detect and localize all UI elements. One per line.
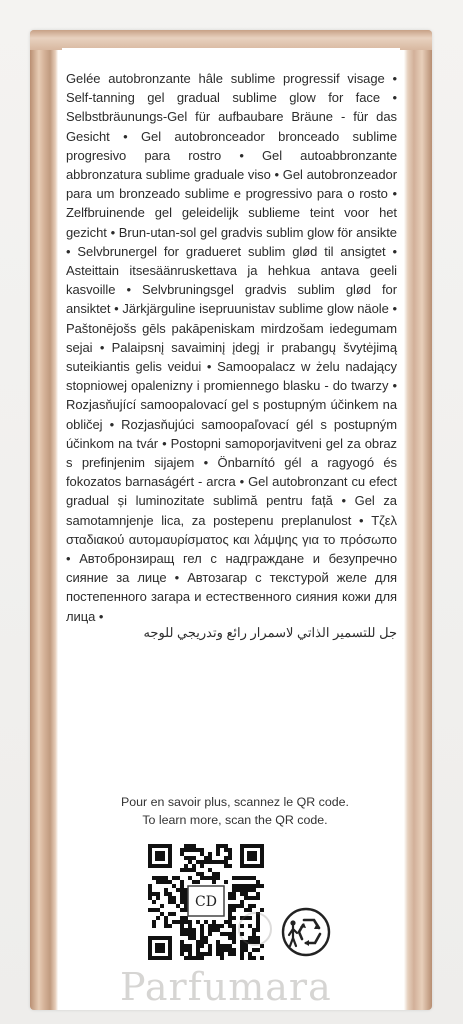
qr-module [260, 884, 264, 888]
qr-module [220, 924, 224, 928]
qr-module [216, 940, 220, 944]
qr-module [180, 928, 184, 932]
qr-module [232, 952, 236, 956]
qr-module [200, 864, 204, 868]
qr-module [228, 852, 232, 856]
qr-module [180, 920, 184, 924]
qr-module [160, 880, 164, 884]
qr-module [196, 956, 200, 960]
qr-finder-bottom-left [148, 936, 172, 960]
qr-module [180, 944, 184, 948]
qr-module [224, 844, 228, 848]
qr-module [232, 908, 236, 912]
qr-module [196, 944, 200, 948]
qr-module [196, 860, 200, 864]
qr-module [188, 876, 192, 880]
qr-module [192, 868, 196, 872]
qr-module [184, 928, 188, 932]
qr-module [188, 868, 192, 872]
qr-module [180, 888, 184, 892]
qr-module [228, 848, 232, 852]
qr-module [156, 896, 160, 900]
qr-module [216, 952, 220, 956]
qr-module [216, 924, 220, 928]
qr-module [240, 956, 244, 960]
qr-module [176, 888, 180, 892]
qr-module [180, 892, 184, 896]
qr-module [232, 936, 236, 940]
qr-module [232, 888, 236, 892]
qr-module [220, 944, 224, 948]
qr-module [212, 920, 216, 924]
qr-module [200, 860, 204, 864]
qr-module [168, 924, 172, 928]
qr-module [156, 908, 160, 912]
qr-module [248, 952, 252, 956]
qr-module [184, 948, 188, 952]
qr-module [192, 932, 196, 936]
qr-module [208, 944, 212, 948]
qr-module [248, 904, 252, 908]
qr-module [204, 936, 208, 940]
qr-module [252, 948, 256, 952]
qr-module [220, 948, 224, 952]
qr-module [168, 900, 172, 904]
qr-module [216, 928, 220, 932]
qr-module [200, 872, 204, 876]
qr-module [244, 888, 248, 892]
qr-module [232, 916, 236, 920]
qr-module [188, 944, 192, 948]
qr-module [180, 852, 184, 856]
qr-module [212, 872, 216, 876]
box-top-edge [30, 30, 432, 50]
qr-module [240, 892, 244, 896]
qr-module [208, 852, 212, 856]
qr-module [220, 952, 224, 956]
qr-module [256, 948, 260, 952]
qr-module [156, 916, 160, 920]
qr-module [216, 944, 220, 948]
qr-module [256, 892, 260, 896]
qr-module [164, 880, 168, 884]
qr-module [200, 936, 204, 940]
qr-module [188, 848, 192, 852]
qr-module [200, 924, 204, 928]
qr-module [196, 940, 200, 944]
qr-module [180, 940, 184, 944]
qr-module [184, 868, 188, 872]
qr-module [232, 940, 236, 944]
qr-module [228, 896, 232, 900]
qr-module [176, 920, 180, 924]
qr-module [212, 880, 216, 884]
qr-module [196, 872, 200, 876]
qr-module [200, 876, 204, 880]
qr-module [244, 892, 248, 896]
qr-module [200, 952, 204, 956]
qr-module [172, 876, 176, 880]
qr-module [208, 928, 212, 932]
qr-module [168, 880, 172, 884]
qr-module [228, 908, 232, 912]
qr-module [240, 944, 244, 948]
qr-module [232, 884, 236, 888]
qr-instructions [90, 793, 380, 829]
qr-module [192, 928, 196, 932]
qr-module [192, 856, 196, 860]
qr-module [184, 864, 188, 868]
qr-module [204, 856, 208, 860]
qr-module [160, 912, 164, 916]
qr-module [184, 848, 188, 852]
qr-module [240, 884, 244, 888]
qr-module [168, 912, 172, 916]
qr-module [184, 856, 188, 860]
qr-module [232, 876, 236, 880]
qr-module [208, 948, 212, 952]
qr-module [176, 876, 180, 880]
qr-module [232, 928, 236, 932]
qr-module [196, 848, 200, 852]
qr-module [172, 920, 176, 924]
qr-module [228, 944, 232, 948]
qr-module [252, 876, 256, 880]
qr-module [220, 844, 224, 848]
qr-module [152, 924, 156, 928]
watermark-circle [238, 912, 272, 946]
qr-module [212, 876, 216, 880]
qr-module [232, 932, 236, 936]
qr-module [164, 924, 168, 928]
qr-module [188, 920, 192, 924]
qr-module [208, 860, 212, 864]
qr-module [152, 900, 156, 904]
qr-module [168, 892, 172, 896]
qr-module [192, 844, 196, 848]
qr-module [196, 952, 200, 956]
qr-module [204, 920, 208, 924]
qr-module [232, 896, 236, 900]
qr-module [180, 900, 184, 904]
qr-module [148, 884, 152, 888]
qr-module [180, 924, 184, 928]
qr-module [192, 864, 196, 868]
qr-module [252, 888, 256, 892]
qr-module [212, 860, 216, 864]
qr-module [192, 848, 196, 852]
qr-module [228, 920, 232, 924]
qr-module [224, 856, 228, 860]
qr-module [252, 896, 256, 900]
qr-module [224, 944, 228, 948]
qr-module [168, 896, 172, 900]
qr-module [208, 952, 212, 956]
qr-module [256, 880, 260, 884]
qr-module [236, 888, 240, 892]
qr-module [232, 904, 236, 908]
qr-module [208, 856, 212, 860]
qr-module [192, 956, 196, 960]
qr-module [252, 956, 256, 960]
qr-module [240, 876, 244, 880]
qr-module [232, 892, 236, 896]
qr-module [192, 880, 196, 884]
qr-module [252, 904, 256, 908]
qr-module [180, 932, 184, 936]
qr-module [224, 860, 228, 864]
qr-module [216, 852, 220, 856]
qr-note-english: To learn more, scan the QR code. [142, 813, 328, 827]
qr-module [240, 948, 244, 952]
qr-module [188, 928, 192, 932]
qr-module [204, 860, 208, 864]
qr-logo-text: CD [195, 894, 217, 910]
qr-module [248, 884, 252, 888]
qr-module [236, 904, 240, 908]
triman-recycling-icon [280, 906, 332, 958]
qr-module [208, 868, 212, 872]
qr-module [216, 844, 220, 848]
qr-module [260, 956, 264, 960]
qr-module [216, 860, 220, 864]
qr-module [188, 936, 192, 940]
qr-module [188, 952, 192, 956]
qr-module [208, 932, 212, 936]
qr-module [236, 876, 240, 880]
qr-module [148, 908, 152, 912]
qr-module [184, 944, 188, 948]
qr-module [148, 892, 152, 896]
qr-module [180, 848, 184, 852]
qr-module [216, 876, 220, 880]
qr-module [220, 932, 224, 936]
qr-module [148, 896, 152, 900]
qr-module [216, 872, 220, 876]
qr-module [160, 876, 164, 880]
qr-module [180, 916, 184, 920]
qr-module [188, 956, 192, 960]
qr-module [180, 880, 184, 884]
qr-module [188, 844, 192, 848]
qr-module [240, 900, 244, 904]
qr-module [232, 948, 236, 952]
qr-module [152, 920, 156, 924]
qr-module [164, 876, 168, 880]
qr-module [200, 956, 204, 960]
qr-module [224, 880, 228, 884]
qr-module [204, 940, 208, 944]
qr-module [184, 956, 188, 960]
qr-module [172, 896, 176, 900]
qr-module [180, 948, 184, 952]
qr-module [244, 948, 248, 952]
qr-module [188, 924, 192, 928]
qr-module [256, 896, 260, 900]
qr-module [228, 916, 232, 920]
qr-module [228, 936, 232, 940]
qr-module [212, 924, 216, 928]
qr-module [248, 876, 252, 880]
qr-module [204, 876, 208, 880]
qr-module [164, 892, 168, 896]
qr-module [172, 912, 176, 916]
qr-module [260, 908, 264, 912]
qr-note-french: Pour en savoir plus, scannez le QR code. [121, 795, 349, 809]
qr-module [156, 880, 160, 884]
qr-module [228, 912, 232, 916]
watermark-text: Parfumara [120, 965, 332, 1009]
qr-module [248, 896, 252, 900]
qr-module [180, 952, 184, 956]
qr-module [152, 876, 156, 880]
qr-module [200, 848, 204, 852]
qr-module [216, 948, 220, 952]
qr-module [236, 884, 240, 888]
qr-module [172, 900, 176, 904]
qr-module [200, 852, 204, 856]
qr-module [184, 932, 188, 936]
qr-module [228, 952, 232, 956]
qr-module [148, 888, 152, 892]
qr-module [240, 904, 244, 908]
qr-module [212, 928, 216, 932]
qr-module [152, 892, 156, 896]
qr-module [224, 920, 228, 924]
qr-module [180, 868, 184, 872]
qr-module [156, 876, 160, 880]
qr-module [252, 884, 256, 888]
qr-module [200, 940, 204, 944]
qr-module [216, 848, 220, 852]
qr-module [156, 892, 160, 896]
qr-module [256, 884, 260, 888]
qr-module [228, 892, 232, 896]
qr-module [240, 888, 244, 892]
qr-module [188, 860, 192, 864]
qr-module [220, 956, 224, 960]
qr-module [196, 920, 200, 924]
qr-module [180, 884, 184, 888]
qr-module [152, 908, 156, 912]
multilingual-description: Gelée autobronzante hâle sublime progressif visage • Self-tanning gel gradual sublime glow for face • Selbstbräunungs-Gel für aufbaubare Bräune - für das Gesicht • Gel autobronceador bronceado sublime progresivo para rostro • Gel autoabbronzante abbronzatura sublime graduale viso • Gel autobronzeador para um bronzeado sublime e progressivo para o rosto • Zelfbruinende gel geleidelijk sublieme teint voor het gezicht • Brun-utan-sol gel gradvis sublim glow för ansikte • Selvbrunergel for gradueret sublim glød til ansigtet • Asteittain itsesäänruskettava ja hehkua antava geeli kasvoille • Selvbruningsgel gradvis sublim glød for ansiktet • Järkjärguline isepruunistav sublime glow näole • Paštonējošs gēls pakāpeniskam mirdzošam iedegumam sejai • Palaipsnį savaiminį įdegį ir prabangų švytėjimą suteikiantis gelis veidui • Samoopalacz w żelu nadający stopniowej opalenizny i promiennego blasku - do twarzy • Rozjasňující samoopalovací gel s postupným účinkem na obličej • Rozjasňujúci samoopaľovací gél s postupným účinkom na tvár • Postopni samoporjavitveni gel za obraz s prefinjenim sijajem • Önbarnító gél a ragyogó és fokozatos barnaságért - arcra • Gel autobronzant cu efect gradual și luminozitate sublimă pentru față • Gel za samotamnjenje lica, za postepenu preplanulost • Τζελ σταδιακού αυτομαυρίσματος και λάμψης για το πρόσωπο • Автобронзиращ гел с надграждане и безупречно сияние за лице • Автозагар с текстурой желе для постепенного загара и естественного сияния кожи для лица • [66, 71, 397, 624]
qr-module [228, 864, 232, 868]
qr-module [184, 920, 188, 924]
qr-module [164, 888, 168, 892]
qr-finder-top-right [240, 844, 264, 868]
qr-module [244, 896, 248, 900]
qr-module [188, 948, 192, 952]
qr-finder-top-left [148, 844, 172, 868]
arabic-description: جل للتسمير الذاتي لاسمرار رائع وتدريجي للوجه [143, 625, 397, 640]
qr-module [224, 932, 228, 936]
qr-module [176, 904, 180, 908]
qr-module [244, 908, 248, 912]
qr-module [192, 936, 196, 940]
qr-module [180, 896, 184, 900]
qr-module [220, 860, 224, 864]
qr-module [244, 884, 248, 888]
qr-module [188, 856, 192, 860]
qr-module [228, 932, 232, 936]
qr-module [228, 904, 232, 908]
qr-module [196, 880, 200, 884]
qr-module [232, 924, 236, 928]
qr-module [164, 916, 168, 920]
qr-module [224, 864, 228, 868]
qr-module [172, 884, 176, 888]
qr-module [240, 952, 244, 956]
qr-module [228, 856, 232, 860]
qr-module [248, 888, 252, 892]
qr-module [200, 944, 204, 948]
qr-module [224, 848, 228, 852]
qr-module [184, 844, 188, 848]
qr-module [164, 920, 168, 924]
qr-module [196, 948, 200, 952]
qr-module [208, 876, 212, 880]
qr-module [228, 948, 232, 952]
qr-module [248, 956, 252, 960]
qr-module [180, 908, 184, 912]
qr-module [224, 948, 228, 952]
qr-module [160, 904, 164, 908]
qr-module [188, 932, 192, 936]
qr-module [228, 924, 232, 928]
qr-module [200, 928, 204, 932]
qr-module [208, 924, 212, 928]
qr-module [204, 952, 208, 956]
qr-module [244, 876, 248, 880]
qr-module [200, 932, 204, 936]
